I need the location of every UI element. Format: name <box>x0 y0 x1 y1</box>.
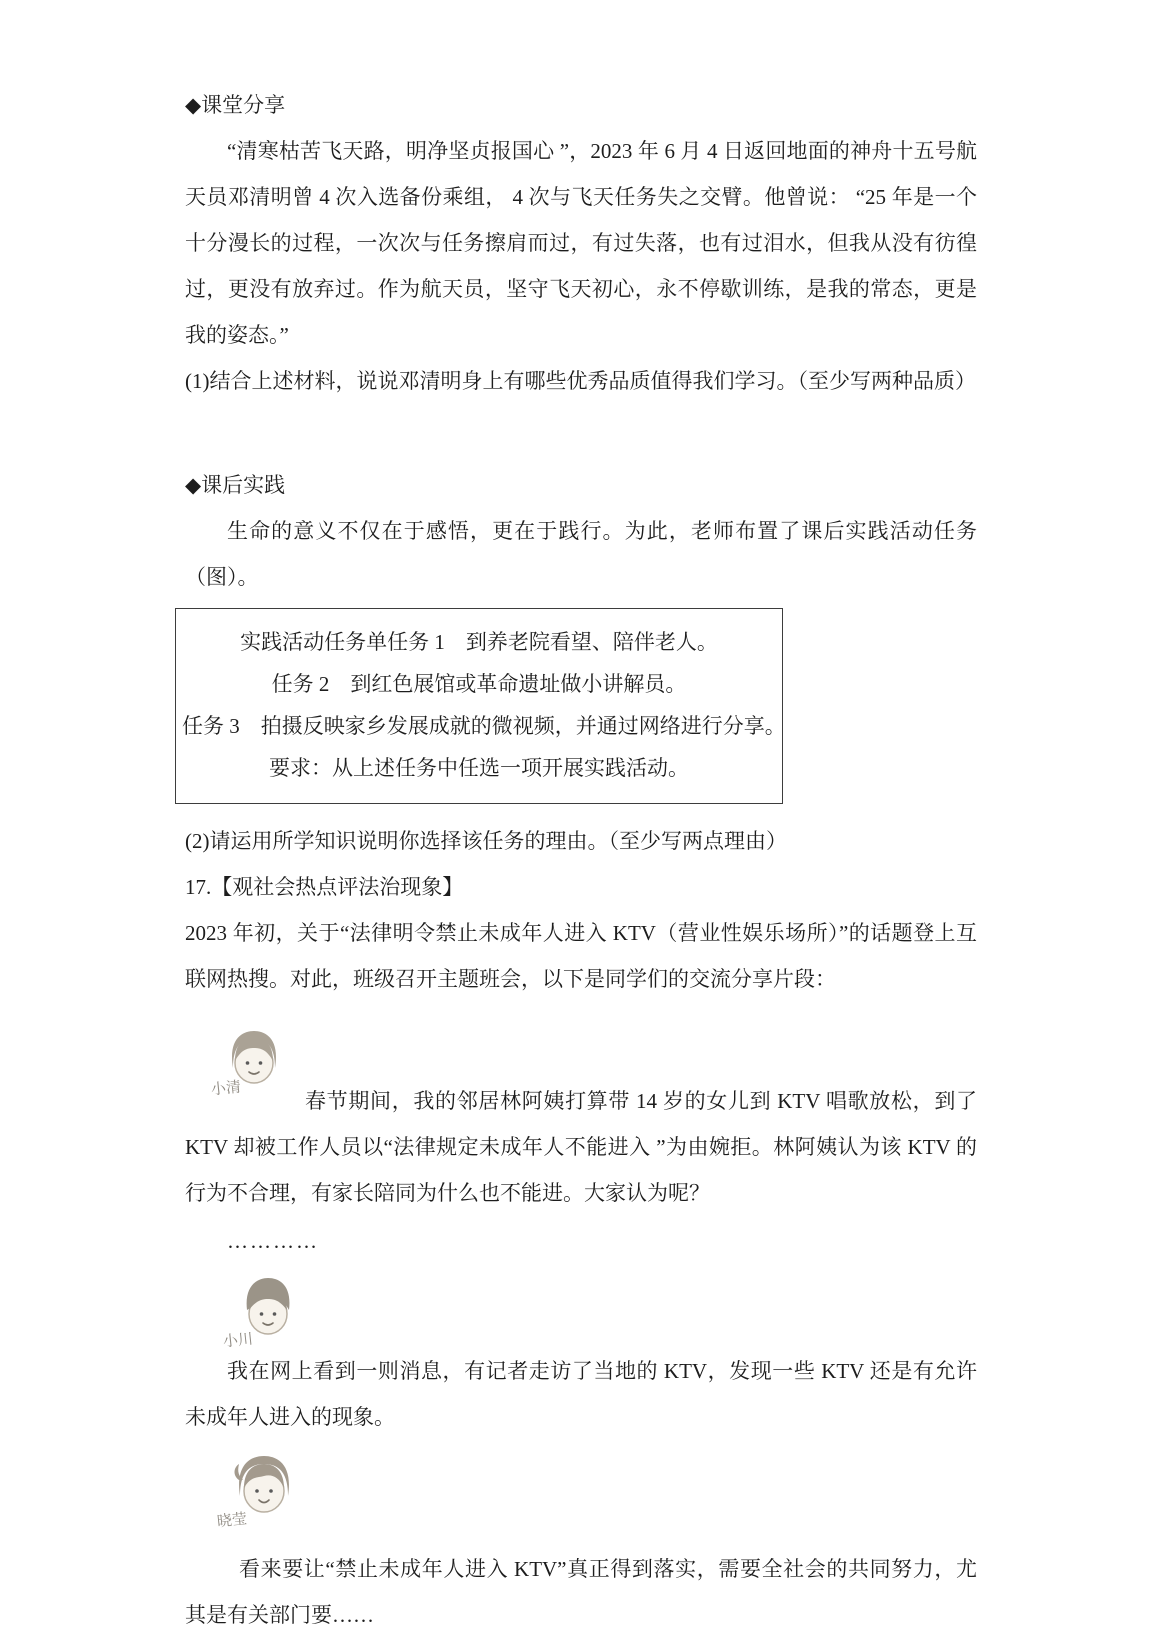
avatar-xiaochuan <box>222 1274 303 1351</box>
question-2: (2)请运用所学知识说明你选择该任务的理由。（至少写两点理由） <box>185 829 787 853</box>
speaker-name-label: 晓莹 <box>216 1510 248 1531</box>
question-17-heading: 17.【观社会热点评法治现象】 <box>185 875 464 899</box>
speaker-block-xiaoqing <box>185 1026 977 1216</box>
avatar-xiaoying <box>216 1450 301 1531</box>
practice-intro-paragraph: 生命的意义不仅在于感悟，更在于践行。为此，老师布置了课后实践活动任务（图）。 <box>185 519 977 589</box>
speech-xiaoqing: 春节期间，我的邻居林阿姨打算带 14 岁的女儿到 KTV 唱歌放松，到了 KTV 却被工作人员以“法律规定未成年人不能进入 ”为由婉拒。林阿姨认为该 KTV 的行为不合理，有家长陪同为什么也不能进。大家认为呢？ <box>185 1089 977 1205</box>
ellipsis-line: ………… <box>227 1229 319 1253</box>
classroom-share-heading: ◆课堂分享 <box>185 93 286 117</box>
avatar-xiaoqing <box>210 1026 287 1099</box>
speech-xiaoying: 看来要让“禁止未成年人进入 KTV”真正得到落实，需要全社会的共同努力，尤其是有关部门要…… <box>185 1557 977 1627</box>
speaker-block-xiaochuan <box>185 1274 977 1440</box>
speaker-name-label: 小川 <box>222 1330 254 1351</box>
document-content <box>182 82 977 1638</box>
speaker-block-xiaoying <box>185 1450 977 1638</box>
practice-task-box <box>175 608 786 804</box>
topic17-intro-paragraph: 2023 年初，关于“法律明令禁止未成年人进入 KTV（营业性娱乐场所）”的话题登上互联网热搜。对此，班级召开主题班会，以下是同学们的交流分享片段： <box>185 921 977 991</box>
question-1: (1)结合上述材料，说说邓清明身上有哪些优秀品质值得我们学习。（至少写两种品质） <box>185 369 976 393</box>
task-line-3: 任务 3 拍摄反映家乡发展成就的微视频，并通过网络进行分享。 <box>182 714 786 738</box>
deng-qingming-paragraph: “清寒枯苦飞天路，明净坚贞报国心 ”，2023 年 6 月 4 日返回地面的神舟十五号航天员邓清明曾 4 次入选备份乘组， 4 次与飞天任务失之交臂。他曾说： “25 年是一个十分漫长的过程，一次次与任务擦肩而过，有过失落，也有过泪水，但我从没有彷徨过，更没有放弃过。作为航天员，坚守飞天初心，永不停歇训练，是我的常态，更是我的姿态。” <box>185 139 977 347</box>
speech-xiaochuan: 我在网上看到一则消息，有记者走访了当地的 KTV，发现一些 KTV 还是有允许未成年人进入的现象。 <box>185 1359 977 1429</box>
task-line-2: 任务 2 到红色展馆或革命遗址做小讲解员。 <box>271 672 687 696</box>
after-class-practice-heading: ◆课后实践 <box>185 473 286 497</box>
speaker-name-label: 小清 <box>210 1078 242 1099</box>
task-line-4: 要求：从上述任务中任选一项开展实践活动。 <box>269 756 689 780</box>
task-line-1: 实践活动任务单任务 1 到养老院看望、陪伴老人。 <box>240 630 718 654</box>
